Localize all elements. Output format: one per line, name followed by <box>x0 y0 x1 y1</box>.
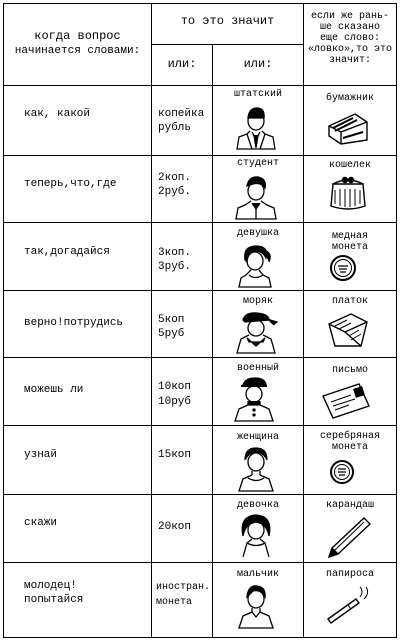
purse-icon <box>327 172 369 212</box>
row-8-person: мальчик <box>236 569 279 580</box>
cigarette-icon <box>324 583 374 629</box>
divider-row-1 <box>3 155 397 156</box>
header-col1-line2: начинается словами: <box>14 45 141 57</box>
row-1-object: бумажник <box>325 93 374 104</box>
divider-col1 <box>151 3 152 638</box>
row-8-money-line1: иностран. <box>156 582 211 593</box>
row-7-object: карандаш <box>325 500 374 511</box>
divider-col2 <box>212 44 213 638</box>
boy-icon <box>233 583 279 629</box>
handkerchief-icon <box>325 310 371 350</box>
row-2-money-line2: 2руб. <box>158 186 192 198</box>
divider-header <box>3 85 397 86</box>
divider-row-7 <box>3 562 397 563</box>
row-2-object: кошелек <box>328 160 371 171</box>
header-col2: то это значит <box>180 14 275 28</box>
young-woman-icon <box>233 242 279 288</box>
copper-coin-icon <box>329 254 357 282</box>
row-6-person: женщина <box>236 432 279 443</box>
row-2-phrase: теперь,что,где <box>24 178 117 190</box>
row-5-object: письмо <box>331 365 368 376</box>
row-8-money-line2: монета <box>156 597 193 608</box>
row-3-person: девушка <box>236 228 279 239</box>
divider-row-5 <box>3 425 397 426</box>
border-left <box>3 3 4 638</box>
row-5-phrase: можешь ли <box>24 384 84 396</box>
soldier-icon <box>231 376 277 422</box>
row-4-object: платок <box>331 296 368 307</box>
row-6-object-line2: монета <box>331 442 368 453</box>
row-5-money-line1: 10коп <box>158 381 192 393</box>
divider-row-2 <box>3 222 397 223</box>
header-col3-line1: если же рань- <box>310 11 389 22</box>
divider-row-4 <box>3 357 397 358</box>
row-3-money-line2: 3руб. <box>158 261 192 273</box>
pencil-icon <box>326 514 372 560</box>
row-4-money-line1: 5коп <box>158 314 185 326</box>
row-4-phrase: верно!потрудись <box>24 317 124 329</box>
border-top <box>3 3 397 4</box>
letter-icon <box>321 380 371 420</box>
row-7-money-line1: 20коп <box>158 521 192 533</box>
header-col2b: или: <box>243 57 273 71</box>
row-6-phrase: узнай <box>24 449 58 461</box>
civilian-man-icon <box>233 104 279 150</box>
row-1-phrase: как, какой <box>24 108 91 120</box>
header-col2a: или: <box>167 57 197 71</box>
wallet-icon <box>325 108 371 146</box>
row-5-person: военный <box>236 363 279 374</box>
row-8-object: папироса <box>325 569 374 580</box>
header-col3-line3: еще слово: <box>319 33 380 44</box>
sailor-icon <box>233 308 279 354</box>
row-4-money-line2: 5руб <box>158 328 185 340</box>
divider-subheader <box>151 44 303 45</box>
woman-icon <box>233 446 279 492</box>
row-3-money-line1: 3коп. <box>158 247 192 259</box>
border-right <box>396 3 397 638</box>
row-1-person: штатский <box>233 89 282 100</box>
row-8-phrase-line1: молодец! <box>24 580 77 592</box>
row-5-money-line2: 10руб <box>158 396 192 408</box>
row-3-object-line1: медная <box>331 231 368 242</box>
row-4-person: моряк <box>242 296 273 307</box>
row-1-money-line1: копейка <box>158 108 205 120</box>
divider-row-6 <box>3 494 397 495</box>
row-2-money-line1: 2коп. <box>158 172 192 184</box>
silver-coin-icon <box>329 459 355 485</box>
row-2-person: студент <box>236 158 279 169</box>
row-3-object-line2: монета <box>331 242 368 253</box>
border-bottom <box>3 637 397 638</box>
row-7-person: девочка <box>236 500 279 511</box>
row-8-phrase-line2: попытайся <box>24 594 84 606</box>
header-col1-line1: когда вопрос <box>34 29 121 43</box>
header-col3-line5: значит: <box>328 55 371 66</box>
header-col3-line2: ше сказано <box>319 22 380 33</box>
row-7-phrase: скажи <box>24 517 58 529</box>
header-col3-line4: «ловко»,то это <box>307 44 392 55</box>
row-3-phrase: так,догадайся <box>24 246 110 258</box>
row-1-money-line2: рубль <box>158 122 192 134</box>
row-6-money-line1: 15коп <box>158 449 192 461</box>
girl-icon <box>233 512 279 558</box>
row-6-object-line1: серебряная <box>319 431 380 442</box>
divider-row-3 <box>3 290 397 291</box>
student-icon <box>233 174 279 220</box>
